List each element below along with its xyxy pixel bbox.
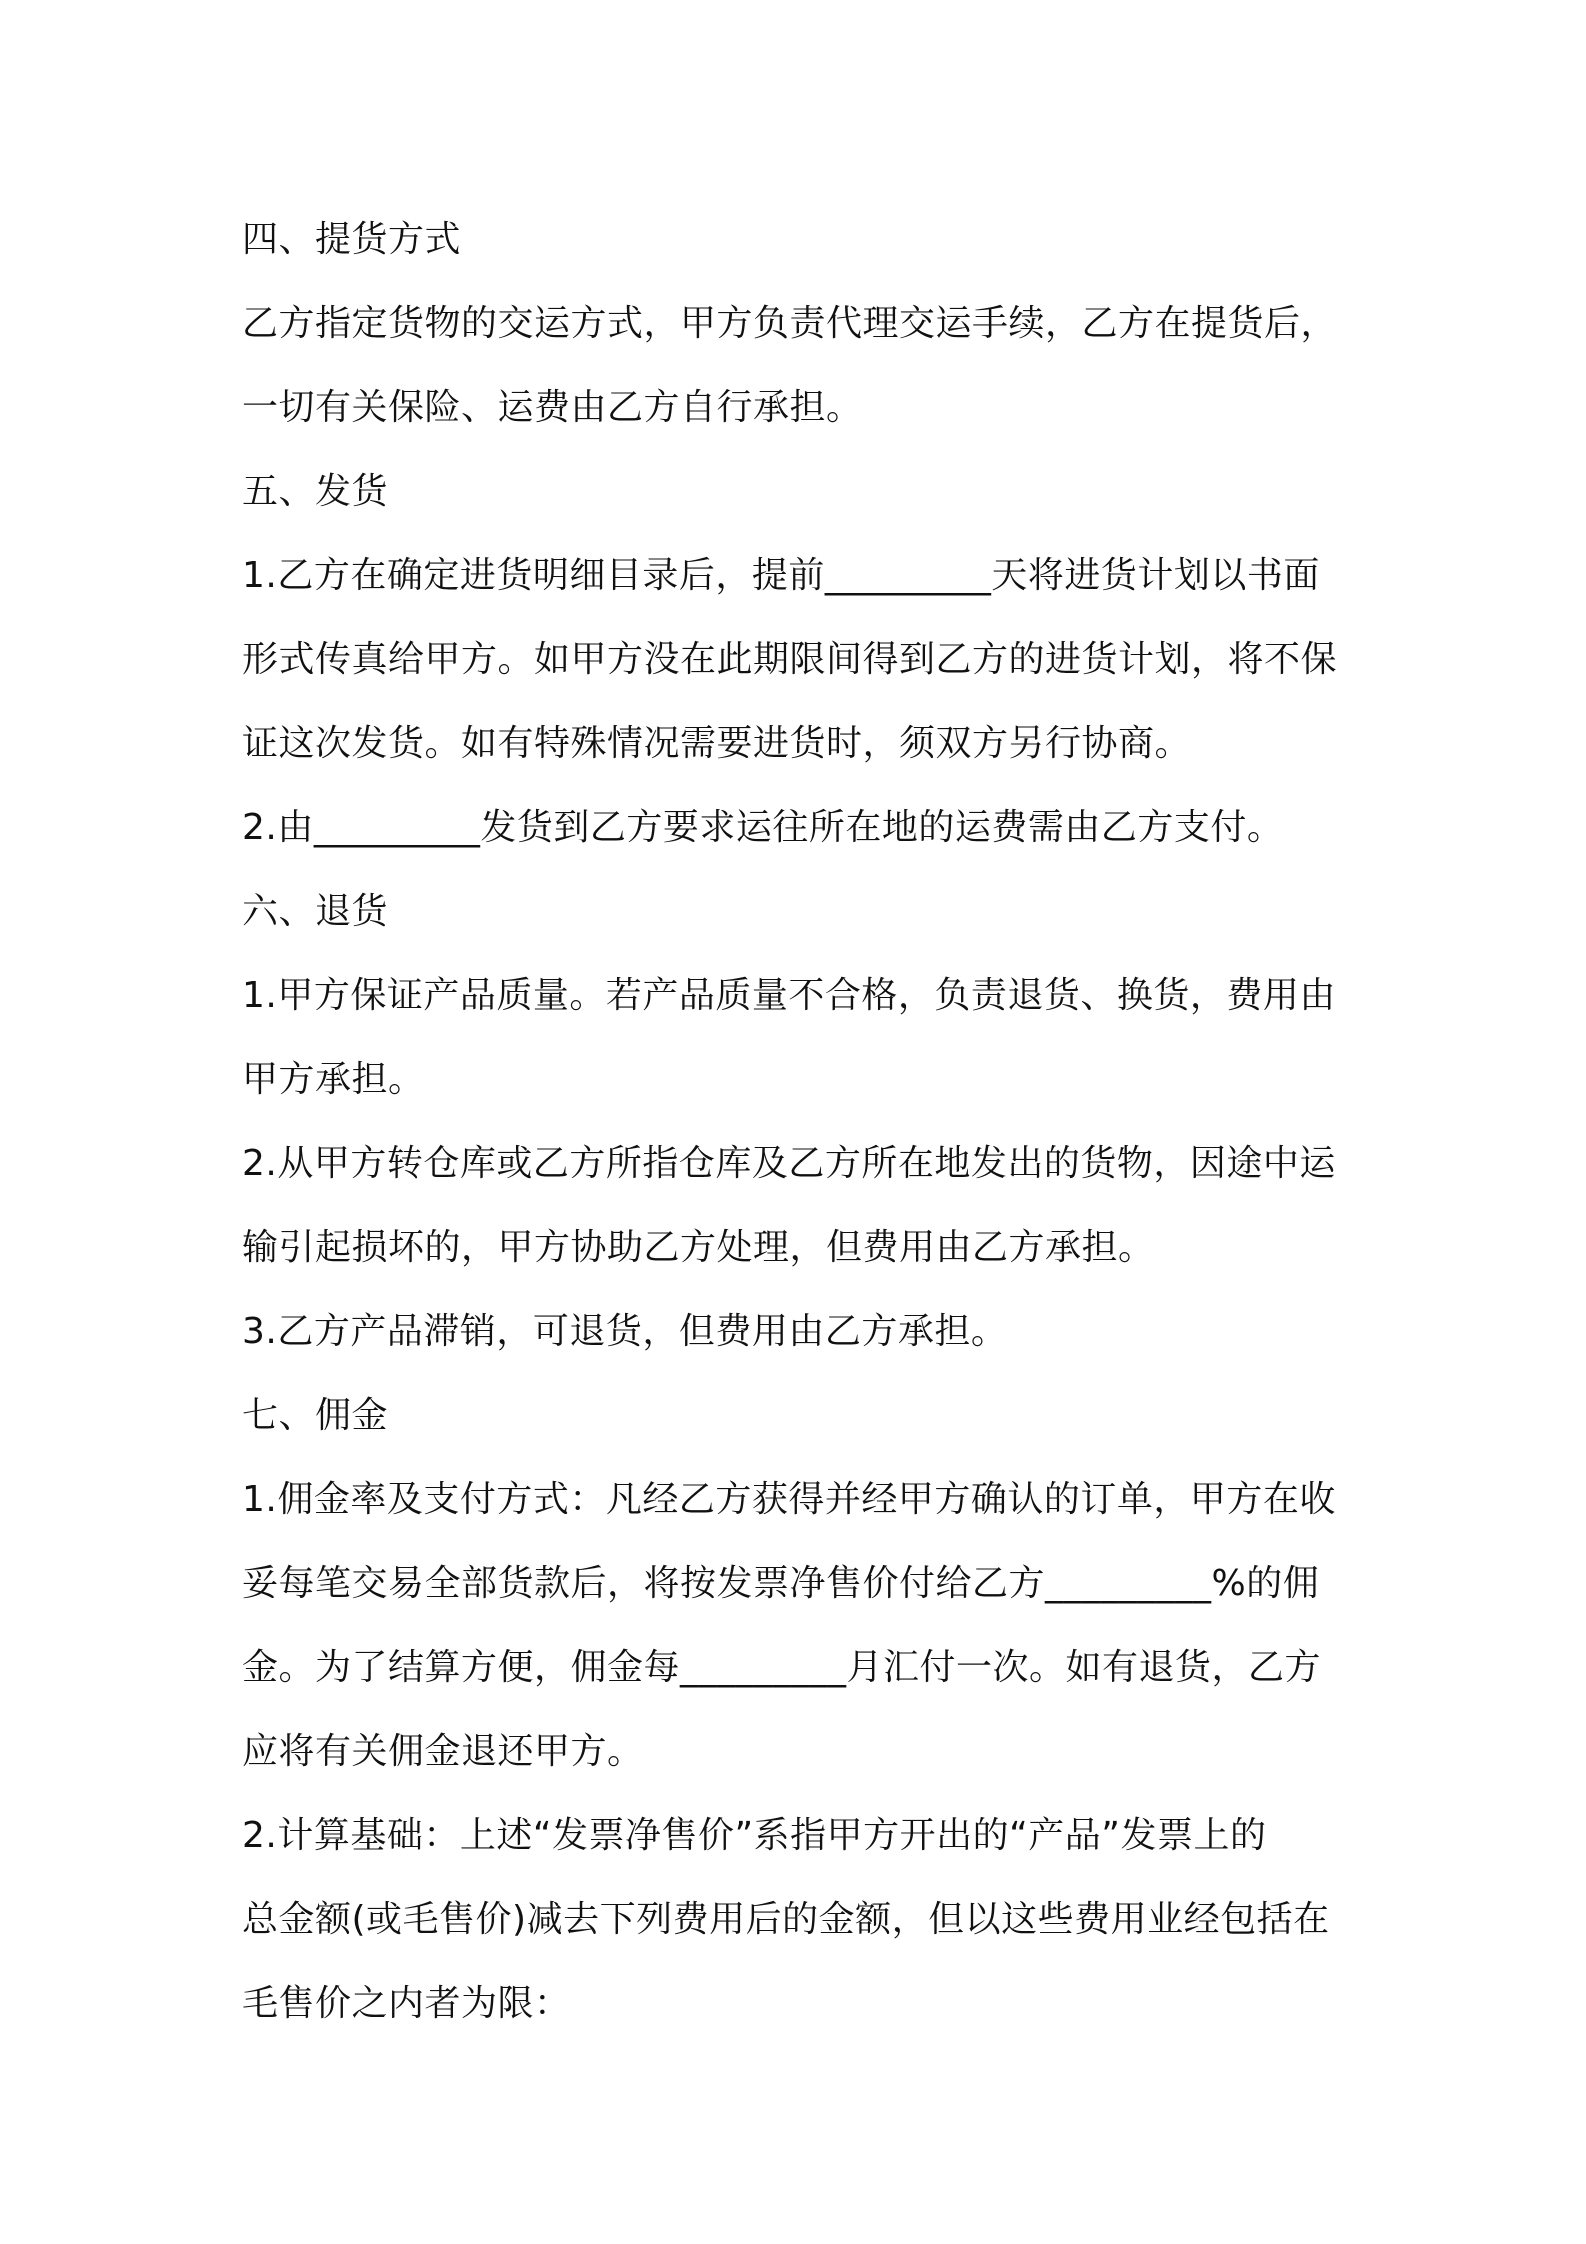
paragraph-line: 输引起损坏的，甲方协助乙方处理，但费用由乙方承担。 (242, 1227, 1155, 1268)
paragraph (242, 1794, 1364, 2046)
paragraph-line: 形式传真给甲方。如甲方没在此期限间得到乙方的进货计划，将不保 (242, 639, 1338, 680)
paragraph (242, 954, 1364, 1122)
section-heading: 七、佣金 (242, 1395, 389, 1436)
paragraph (242, 1458, 1364, 1794)
paragraph-line: 乙方指定货物的交运方式，甲方负责代理交运手续，乙方在提货后， (242, 303, 1338, 344)
section-commission (242, 1374, 1364, 2046)
section-heading: 五、发货 (242, 471, 389, 512)
section-delivery-method (242, 198, 1364, 450)
paragraph-line: 2.计算基础：上述“发票净售价”系指甲方开出的“产品”发票上的 (242, 1815, 1267, 1856)
paragraph-line: 金。为了结算方便，佣金每_________月汇付一次。如有退货，乙方 (242, 1647, 1322, 1688)
paragraph (242, 786, 1364, 870)
section-heading: 六、退货 (242, 891, 389, 932)
paragraph-line: 1.乙方在确定进货明细目录后，提前_________天将进货计划以书面 (242, 555, 1320, 596)
paragraph-line: 证这次发货。如有特殊情况需要进货时，须双方另行协商。 (242, 723, 1192, 764)
section-returns (242, 870, 1364, 1374)
paragraph-line: 2.由_________发货到乙方要求运往所在地的运费需由乙方支付。 (242, 807, 1284, 848)
paragraph-line: 毛售价之内者为限： (242, 1983, 571, 2024)
paragraph (242, 282, 1364, 450)
paragraph-line: 2.从甲方转仓库或乙方所指仓库及乙方所在地发出的货物，因途中运 (242, 1143, 1336, 1184)
paragraph-line: 一切有关保险、运费由乙方自行承担。 (242, 387, 863, 428)
paragraph (242, 534, 1364, 786)
paragraph-line: 妥每笔交易全部货款后，将按发票净售价付给乙方_________%的佣 (242, 1563, 1320, 1604)
contract-body (242, 198, 1364, 2046)
paragraph-line: 总金额(或毛售价)减去下列费用后的金额，但以这些费用业经包括在 (242, 1899, 1330, 1940)
paragraph (242, 1290, 1364, 1374)
section-shipment (242, 450, 1364, 870)
paragraph-line: 甲方承担。 (242, 1059, 425, 1100)
paragraph-line: 1.甲方保证产品质量。若产品质量不合格，负责退货、换货，费用由 (242, 975, 1336, 1016)
paragraph-line: 1.佣金率及支付方式：凡经乙方获得并经甲方确认的订单，甲方在收 (242, 1479, 1336, 1520)
paragraph-line: 应将有关佣金退还甲方。 (242, 1731, 644, 1772)
section-heading: 四、提货方式 (242, 219, 462, 260)
paragraph-line: 3.乙方产品滞销，可退货，但费用由乙方承担。 (242, 1311, 1008, 1352)
paragraph (242, 1122, 1364, 1290)
